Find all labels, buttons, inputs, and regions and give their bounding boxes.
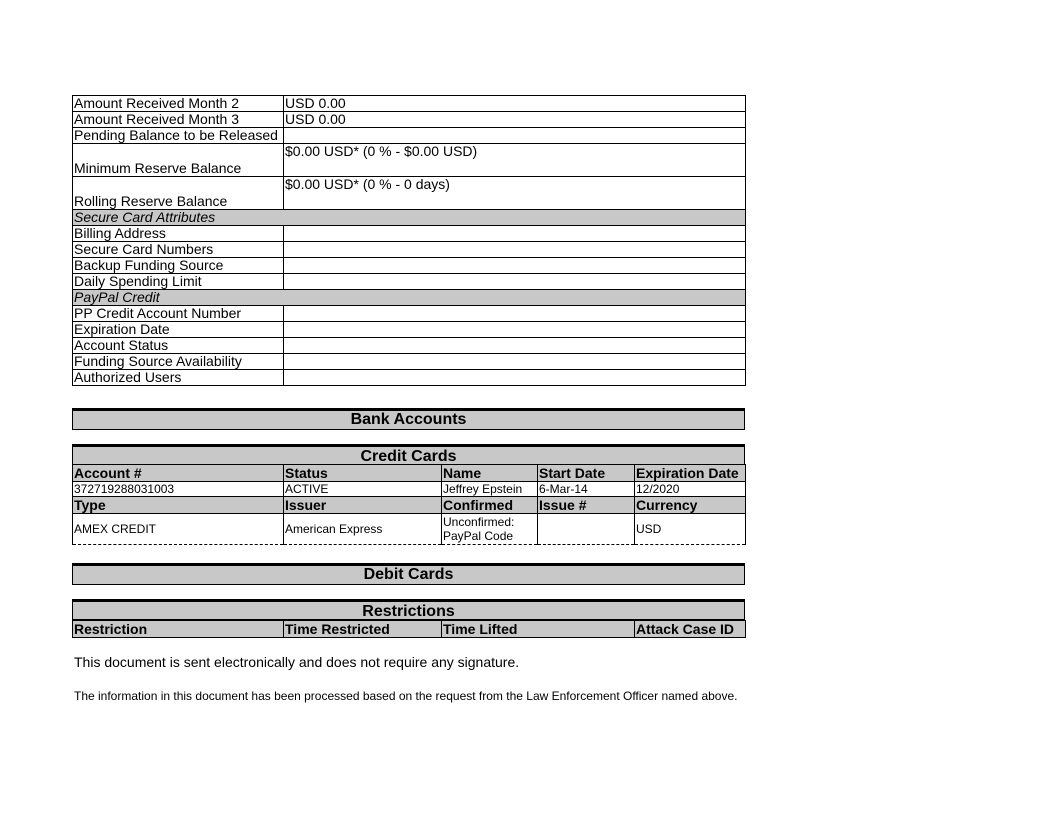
row-label: Amount Received Month 2	[73, 96, 284, 112]
currency-cell: USD	[635, 514, 746, 545]
row-value: USD 0.00	[284, 112, 746, 128]
column-header: Restriction	[73, 621, 284, 638]
credit-cards-table	[72, 464, 746, 545]
paypal-credit-section-header	[73, 290, 746, 306]
start-date-cell: 6-Mar-14	[538, 482, 635, 497]
row-value	[284, 322, 746, 338]
column-header: Type	[73, 497, 284, 514]
expiration-date-cell: 12/2020	[635, 482, 746, 497]
confirmed-cell: Unconfirmed: PayPal Code	[442, 514, 538, 545]
summary-row	[73, 112, 746, 128]
column-header: Issuer	[284, 497, 442, 514]
processing-note: The information in this document has been processed based on the request from the Law Enforcement Officer named above.	[74, 689, 738, 703]
row-label: Secure Card Numbers	[73, 242, 284, 258]
restrictions-header: Restrictions	[72, 599, 745, 620]
row-value	[284, 370, 746, 386]
name-cell: Jeffrey Epstein	[442, 482, 538, 497]
paypal-credit-row	[73, 354, 746, 370]
column-header	[538, 621, 635, 638]
row-label: Amount Received Month 3	[73, 112, 284, 128]
row-label: Minimum Reserve Balance	[73, 144, 284, 177]
secure-card-row	[73, 258, 746, 274]
summary-row	[73, 96, 746, 112]
row-value	[284, 306, 746, 322]
account-summary-table	[72, 95, 746, 386]
row-label: PP Credit Account Number	[73, 306, 284, 322]
credit-cards-header: Credit Cards	[72, 444, 745, 465]
column-header: Name	[442, 465, 538, 482]
secure-card-row	[73, 274, 746, 290]
row-value	[284, 338, 746, 354]
row-value	[284, 258, 746, 274]
secure-card-section-header	[73, 210, 746, 226]
table-row	[73, 514, 746, 545]
credit-card-header-row	[73, 465, 746, 482]
row-value	[284, 128, 746, 144]
type-cell: AMEX CREDIT	[73, 514, 284, 545]
column-header: Attack Case ID	[635, 621, 746, 638]
row-label: Authorized Users	[73, 370, 284, 386]
paypal-credit-row	[73, 370, 746, 386]
restrictions-table	[72, 620, 746, 638]
column-header: Status	[284, 465, 442, 482]
column-header: Start Date	[538, 465, 635, 482]
summary-row	[73, 128, 746, 144]
row-label: Account Status	[73, 338, 284, 354]
section-title: Secure Card Attributes	[73, 210, 746, 226]
issue-number-cell	[538, 514, 635, 545]
account-number-cell: 372719288031003	[73, 482, 284, 497]
summary-row	[73, 177, 746, 210]
row-value	[284, 274, 746, 290]
row-value	[284, 226, 746, 242]
row-label: Funding Source Availability	[73, 354, 284, 370]
row-label: Expiration Date	[73, 322, 284, 338]
paypal-credit-row	[73, 306, 746, 322]
row-label: Daily Spending Limit	[73, 274, 284, 290]
column-header: Expiration Date	[635, 465, 746, 482]
restrictions-header-row	[73, 621, 746, 638]
column-header: Issue #	[538, 497, 635, 514]
row-value: USD 0.00	[284, 96, 746, 112]
section-title: PayPal Credit	[73, 290, 746, 306]
column-header: Confirmed	[442, 497, 538, 514]
credit-card-header-row	[73, 497, 746, 514]
column-header: Account #	[73, 465, 284, 482]
signature-note: This document is sent electronically and does not require any signature.	[74, 654, 520, 670]
status-cell: ACTIVE	[284, 482, 442, 497]
row-label: Rolling Reserve Balance	[73, 177, 284, 210]
paypal-credit-row	[73, 338, 746, 354]
table-row	[73, 482, 746, 497]
issuer-cell: American Express	[284, 514, 442, 545]
row-value: $0.00 USD* (0 % - 0 days)	[284, 177, 746, 210]
secure-card-row	[73, 242, 746, 258]
secure-card-row	[73, 226, 746, 242]
paypal-credit-row	[73, 322, 746, 338]
row-value: $0.00 USD* (0 % - $0.00 USD)	[284, 144, 746, 177]
row-value	[284, 354, 746, 370]
row-label: Billing Address	[73, 226, 284, 242]
bank-accounts-header: Bank Accounts	[72, 408, 745, 430]
summary-row	[73, 144, 746, 177]
column-header: Time Restricted	[284, 621, 442, 638]
row-value	[284, 242, 746, 258]
debit-cards-header: Debit Cards	[72, 563, 745, 585]
column-header: Time Lifted	[442, 621, 538, 638]
row-label: Pending Balance to be Released	[73, 128, 284, 144]
row-label: Backup Funding Source	[73, 258, 284, 274]
column-header: Currency	[635, 497, 746, 514]
